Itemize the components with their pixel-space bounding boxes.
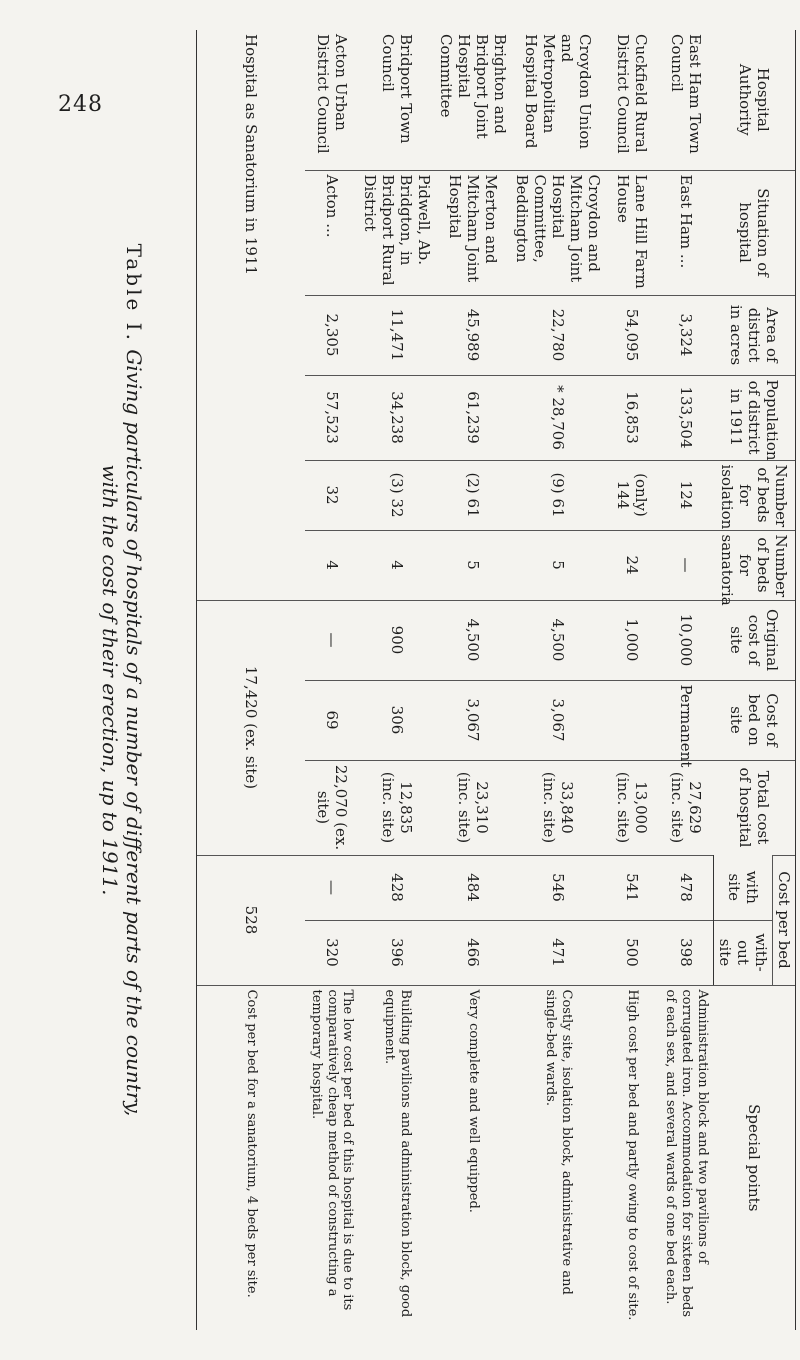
note-row-per-bed: 528	[197, 855, 306, 985]
cell-cost-site: 3,067	[511, 680, 605, 760]
cell-sanatoria: 4	[305, 530, 359, 600]
cell-without-site: 500	[605, 920, 659, 985]
cell-remarks: The low cost per bed of this hospital is due to its comparatively cheap method of constructing a temporary hospital.	[305, 985, 359, 1330]
cell-isolation: (3) 32	[359, 460, 435, 530]
cell-without-site: 471	[511, 920, 605, 985]
cell-isolation: 32	[305, 460, 359, 530]
cell-situation: East Ham ...	[659, 170, 714, 295]
caption-text: Giving particulars of hospitals of a number of different parts of the country,	[122, 349, 146, 1117]
cell-area: 22,780	[511, 295, 605, 375]
cell-orig-cost: 900	[359, 600, 435, 680]
header-hospital-authority: Hospital Authority	[714, 30, 796, 170]
caption-label: Table I.	[122, 243, 146, 343]
cell-with-site: 478	[659, 855, 714, 920]
cell-remarks: Very complete and well equipped.	[435, 985, 511, 1330]
cell-total: 23,310 (inc. site)	[435, 760, 511, 855]
cell-orig-cost: 1,000	[605, 600, 659, 680]
header-original-cost: Original cost of site	[714, 600, 796, 680]
cell-situation: Croydon and Mitcham Joint Hospital Committee, Beddington	[511, 170, 605, 295]
header-cost-of-bed: Cost of bed on site	[714, 680, 796, 760]
table-row	[659, 30, 714, 1330]
header-without-site: with-out site	[714, 920, 773, 985]
cell-cost-site: 306	[359, 680, 435, 760]
cell-remarks: Administration block and two pavilions of corrugated iron. Accommodation for sixteen beds of each sex, and several wards of one bed each.	[659, 985, 714, 1330]
header-with-site: with site	[714, 855, 773, 920]
cell-authority: Acton Urban District Council	[314, 34, 350, 154]
note-row-text: Hospital as Sanatorium in 1911	[197, 30, 306, 600]
cell-total: 13,000 (inc. site)	[605, 760, 659, 855]
cell-cost-site: 69	[305, 680, 359, 760]
cell-sanatoria: 4	[359, 530, 435, 600]
cell-sanatoria: 5	[435, 530, 511, 600]
cell-isolation: (9) 61	[511, 460, 605, 530]
cell-with-site: 484	[435, 855, 511, 920]
cell-total: 27,629 (inc. site)	[659, 760, 714, 855]
cell-authority: Croydon Union and Metropolitan Hospital Board	[522, 34, 594, 150]
cell-authority: Cuckfield Rural District Council	[614, 34, 650, 154]
header-cost-per-bed: Cost per bed	[773, 855, 796, 985]
cell-orig-cost: 4,500	[435, 600, 511, 680]
cell-authority: Bridport Town Council	[379, 34, 415, 144]
caption-text-line-2: with the cost of their erection, up to 1911.	[98, 464, 122, 896]
cell-with-site: 546	[511, 855, 605, 920]
cell-without-site: 466	[435, 920, 511, 985]
cell-authority: Brighton and Bridport Joint Hospital Committee	[437, 34, 509, 139]
cell-population: 61,239	[435, 375, 511, 460]
cell-population: * 28,706	[511, 375, 605, 460]
hospital-cost-table	[196, 30, 796, 1330]
cell-without-site: 320	[305, 920, 359, 985]
cell-sanatoria: 24	[605, 530, 659, 600]
table-row	[359, 30, 435, 1330]
cell-orig-cost: 4,500	[511, 600, 605, 680]
cell-area: 2,305	[305, 295, 359, 375]
note-row	[197, 30, 306, 1330]
table-row	[435, 30, 511, 1330]
header-special-points: Special points	[714, 985, 796, 1330]
note-row-remarks: Cost per bed for a sanatorium, 4 beds per site.	[197, 985, 306, 1330]
cell-area: 3,324	[659, 295, 714, 375]
cell-with-site: —	[305, 855, 359, 920]
header-total-cost: Total cost of hospital	[714, 760, 796, 855]
table-row	[305, 30, 359, 1330]
cell-cost-site	[605, 680, 659, 760]
header-population: Population of district in 1911	[714, 375, 796, 460]
cell-remarks: Building pavilions and administration block, good equipment.	[359, 985, 435, 1330]
cell-with-site: 541	[605, 855, 659, 920]
cell-population: 34,238	[359, 375, 435, 460]
cell-isolation: (2) 61	[435, 460, 511, 530]
header-area: Area of district in acres	[714, 295, 796, 375]
cell-population: 57,523	[305, 375, 359, 460]
cell-situation: Acton ...	[305, 170, 359, 295]
rotated-table-sheet	[96, 30, 796, 1330]
table-caption	[98, 30, 146, 1330]
cell-without-site: 398	[659, 920, 714, 985]
cell-isolation: 124	[659, 460, 714, 530]
cell-remarks: High cost per bed and partly owing to cost of site.	[605, 985, 659, 1330]
header-sanatorium-beds: Number of beds for sanatoria	[714, 530, 796, 600]
cell-area: 11,471	[359, 295, 435, 375]
table-row	[605, 30, 659, 1330]
cell-authority: East Ham Town Council	[668, 34, 705, 154]
cell-total: 33,840 (inc. site)	[511, 760, 605, 855]
cell-total: 12,835 (inc. site)	[359, 760, 435, 855]
cell-situation: Lane Hill Farm House	[605, 170, 659, 295]
header-situation: Situation of hospital	[714, 170, 796, 295]
cell-remarks: Costly site, isolation block, administrative and single-bed wards.	[511, 985, 605, 1330]
cell-population: 133,504	[659, 375, 714, 460]
cell-with-site: 428	[359, 855, 435, 920]
cell-area: 54,095	[605, 295, 659, 375]
cell-population: 16,853	[605, 375, 659, 460]
cell-without-site: 396	[359, 920, 435, 985]
cell-sanatoria: —	[659, 530, 714, 600]
cell-orig-cost: —	[305, 600, 359, 680]
table-row	[511, 30, 605, 1330]
page-number: 248	[58, 92, 103, 117]
cell-situation: Pidwell, Ab. Bridgton, in Bridport Rural District	[359, 170, 435, 295]
cell-sanatoria: 5	[511, 530, 605, 600]
note-row-cost: 17,420 (ex. site)	[197, 600, 306, 855]
cell-cost-site: Permanent	[659, 680, 714, 760]
cell-cost-site: 3,067	[435, 680, 511, 760]
cell-total: 22,070 (ex. site)	[305, 760, 359, 855]
cell-isolation: (only) 144	[605, 460, 659, 530]
cell-orig-cost: 10,000	[659, 600, 714, 680]
cell-situation: Merton and Mitcham Joint Hospital	[435, 170, 511, 295]
header-isolation-beds: Number of beds for isolation	[714, 460, 796, 530]
cell-area: 45,989	[435, 295, 511, 375]
